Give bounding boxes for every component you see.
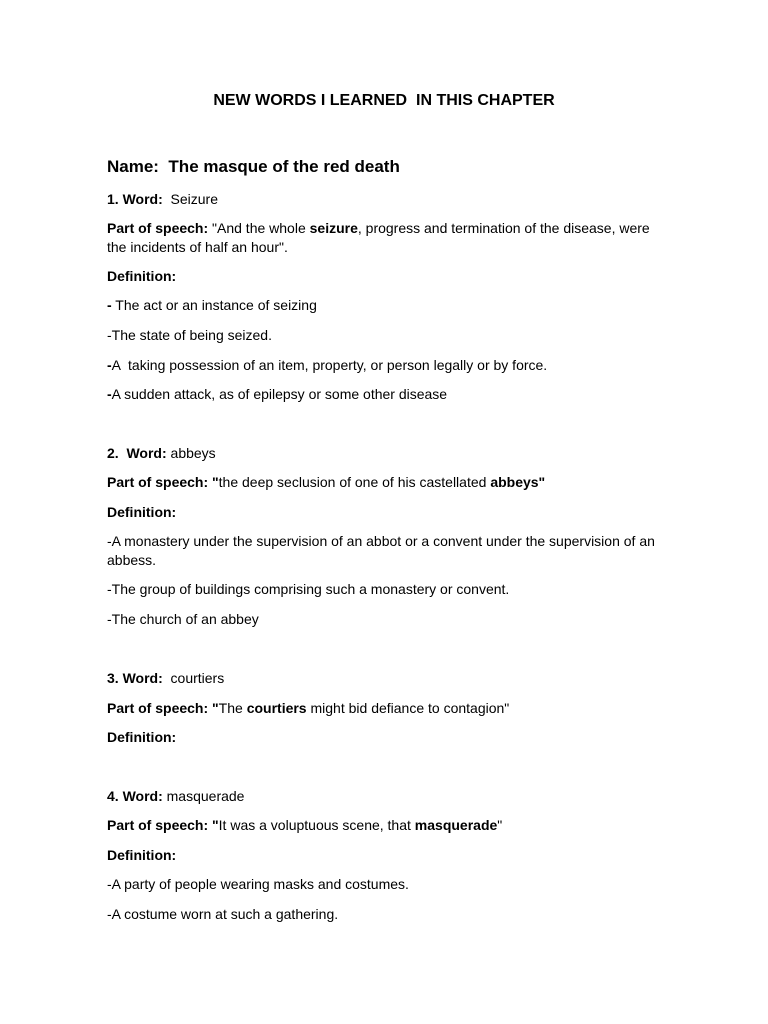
pos-1-label: Part of speech: — [107, 220, 209, 236]
word-4-line — [107, 787, 667, 806]
pos-3-close: might bid defiance to contagion" — [306, 700, 510, 716]
pos-1-open: "And the whole — [212, 220, 310, 236]
definition-1-item-4: -A sudden attack, as of epilepsy or some other disease — [107, 386, 448, 402]
word-3-line — [107, 669, 667, 688]
pos-4-close: " — [497, 817, 503, 833]
definition-1-item-3: -A taking possession of an item, property, or person legally or by force. — [107, 357, 548, 373]
definition-2-item-2: -The group of buildings comprising such a monastery or convent. — [107, 581, 510, 597]
word-3-label: 3. Word: — [107, 670, 163, 686]
pos-3-bold: courtiers — [246, 700, 307, 716]
word-4-value: masquerade — [166, 788, 245, 804]
definition-1-item-1: - The act or an instance of seizing — [107, 297, 317, 313]
word-3-value: courtiers — [170, 670, 225, 686]
definition-1-label: Definition: — [107, 268, 177, 284]
definition-4-label: Definition: — [107, 847, 177, 863]
pos-1-line — [107, 219, 667, 257]
pos-4-line: Part of speech: "It was a voluptuous scene, that masquerade" — [107, 817, 503, 833]
word-2-line — [107, 444, 667, 463]
name-value: The masque of the red death — [168, 157, 400, 176]
word-2-label: 2. Word: — [107, 445, 167, 461]
word-1-label: 1. Word: — [107, 191, 163, 207]
word-2-value: abbeys — [170, 445, 216, 461]
pos-4-open: It was a voluptuous scene, that — [218, 817, 415, 833]
pos-3-open: The — [218, 700, 247, 716]
word-1-line — [107, 190, 667, 209]
pos-1-close: , progress and termination of the disease, were the incidents of half an hour". — [107, 220, 650, 255]
definition-2-item-1: -A monastery under the supervision of an abbot or a convent under the supervision of an abbess. — [107, 533, 655, 568]
name-line — [107, 157, 400, 177]
pos-2-line: Part of speech: "the deep seclusion of one of his castellated abbeys" — [107, 474, 546, 490]
word-1-value: Seizure — [170, 191, 218, 207]
definition-2-item-3: -The church of an abbey — [107, 611, 259, 627]
definition-2-label: Definition: — [107, 504, 177, 520]
pos-1-bold: seizure — [309, 220, 358, 236]
definition-1-item-2: -The state of being seized. — [107, 327, 272, 343]
document-title: NEW WORDS I LEARNED IN THIS CHAPTER — [213, 92, 555, 109]
pos-4-bold: masquerade — [414, 817, 498, 833]
pos-2-bold: abbeys" — [490, 474, 546, 490]
definition-3-label: Definition: — [107, 729, 177, 745]
definition-4-item-1: -A party of people wearing masks and costumes. — [107, 876, 409, 892]
pos-4-label: Part of speech: — [107, 817, 209, 833]
pos-3-label: Part of speech: — [107, 700, 209, 716]
name-label: Name: — [107, 157, 159, 176]
pos-3-line: Part of speech: "The courtiers might bid defiance to contagion" — [107, 700, 510, 716]
pos-2-label: Part of speech: — [107, 474, 209, 490]
word-4-label: 4. Word: — [107, 788, 163, 804]
definition-4-item-2: -A costume worn at such a gathering. — [107, 906, 339, 922]
pos-2-open: the deep seclusion of one of his castellated — [218, 474, 491, 490]
